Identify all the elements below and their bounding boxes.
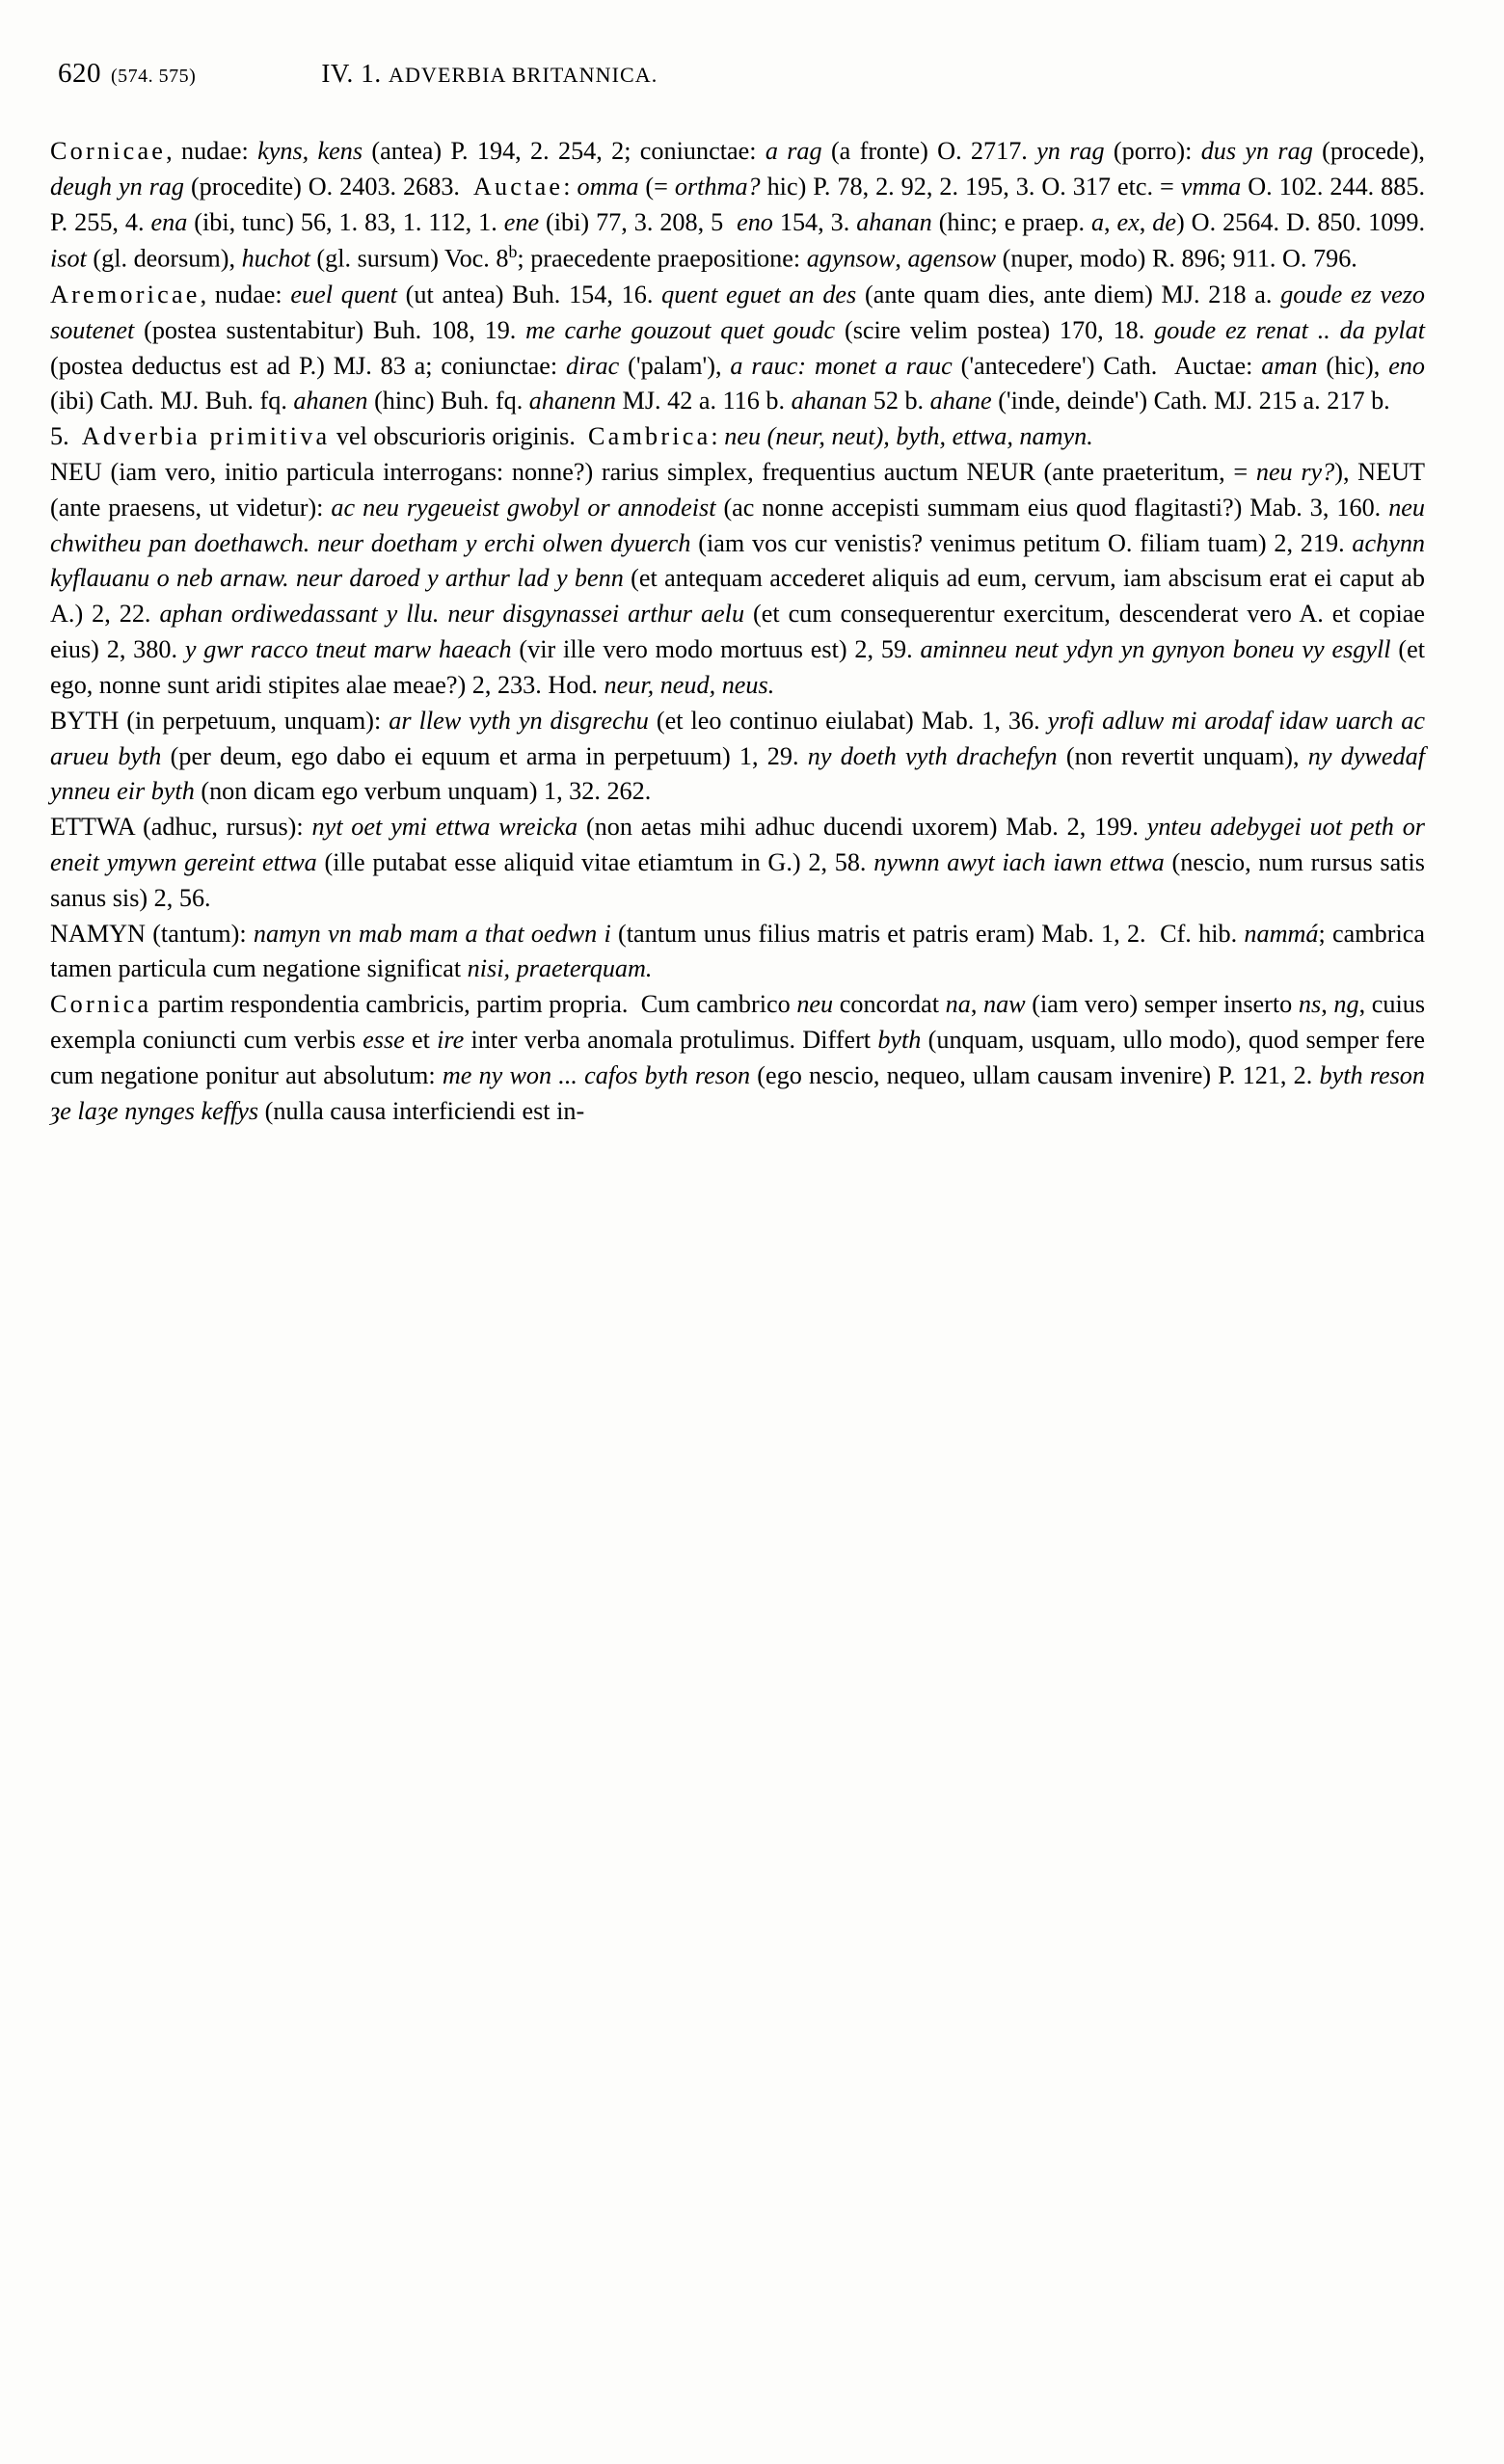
running-title-text: ADVERBIA BRITANNICA. bbox=[389, 63, 658, 87]
paragraph-section-5: 5. Adverbia primitiva vel obscurioris originis. Cambrica: neu (neur, neut), byth, ettwa, namyn. bbox=[50, 422, 1093, 451]
paragraph-aremoricae: Aremoricae, nudae: euel quent (ut antea) Buh. 154, 16. quent eguet an des (ante quam dies, ante diem) MJ. 218 a. goude ez vezo soutenet (postea sustentabitur) Buh. 108, 19. me carhe gouzout quet goudc (scire velim postea) 170, 18. goude ez renat .. da pylat (postea deductus est ad P.) MJ. 83 a; coniunctae: dirac ('palam'), a rauc: monet a rauc ('antecedere') Cath. Auctae: aman (hic), eno (ibi) Cath. MJ. Buh. fq. ahanen (hinc) Buh. fq. ahanenn MJ. 42 a. 116 b. ahanan 52 b. ahane ('inde, deinde') Cath. MJ. 215 a. 217 b. bbox=[50, 280, 1426, 415]
paragraph-cornicae: Cornicae, nudae: kyns, kens (antea) P. 194, 2. 254, 2; coniunctae: a rag (a fronte) O. 2717. yn rag (porro): dus yn rag (procede), deugh yn rag (procedite) O. 2403. 2683. Auctae: omma (= orthma? hic) P. 78, 2. 92, 2. 195, 3. O. 317 etc. = vmma O. 102. 244. 885. P. 255, 4. ena (ibi, tunc) 56, 1. 83, 1. 112, 1. ene (ibi) 77, 3. 208, 5 eno 154, 3. ahanan (hinc; e praep. a, ex, de) O. 2564. D. 850. 1099. isot (gl. deorsum), huchot (gl. sursum) Voc. 8$^b$; praecedente praepositione: agynsow, agensow (nuper, modo) R. 896; 911. O. 796. bbox=[50, 137, 1426, 274]
page-header bbox=[50, 58, 1425, 90]
paragraph-cornica: Cornica partim respondentia cambricis, partim propria. Cum cambrico neu concordat na, naw (iam vero) semper inserto ns, ng, cuius exempla coniuncti cum verbis esse et ire inter verba anomala protulimus. Differt byth (unquam, usquam, ullo modo), quod semper fere cum negatione ponitur aut absolutum: me ny won ... cafos byth reson (ego nescio, nequeo, ullam causam invenire) P. 121, 2. byth reson ȝe laȝe nynges keffys (nulla causa interficiendi est in- bbox=[50, 990, 1426, 1125]
paragraph-namyn: NAMYN (tantum): namyn vn mab mam a that oedwn i (tantum unus filius matris et patris eram) Mab. 1, 2. Cf. hib. nammá; cambrica tamen particula cum negatione significat nisi, praeterquam. bbox=[50, 919, 1425, 983]
page-number: 620 bbox=[58, 58, 101, 89]
body-text bbox=[50, 134, 1425, 1129]
paragraph-byth: BYTH (in perpetuum, unquam): ar llew vyth yn disgrechu (et leo continuo eiulabat) Mab. 1, 36. yrofi adluw mi arodaf idaw uarch ac arueu byth (per deum, ego dabo ei equum et arma in perpetuum) 1, 29. ny doeth vyth drachefyn (non revertit unquam), ny dywedaf ynneu eir byth (non dicam ego verbum unquam) 1, 32. 262. bbox=[50, 706, 1425, 806]
running-title bbox=[321, 59, 658, 89]
paragraph-ettwa: ETTWA (adhuc, rursus): nyt oet ymi ettwa wreicka (non aetas mihi adhuc ducendi uxorem) Mab. 2, 199. ynteu adebygei uot peth or eneit ymywn gereint ettwa (ille putabat esse aliquid vitae etiamtum in G.) 2, 58. nywnn awyt iach iawn ettwa (nescio, num rursus satis sanus sis) 2, 56. bbox=[50, 813, 1425, 912]
running-title-section: IV. 1. bbox=[321, 59, 382, 88]
paragraph-neu: NEU (iam vero, initio particula interrogans: nonne?) rarius simplex, frequentius auctum NEUR (ante praeteritum, = neu ry?), NEUT (ante praesens, ut videtur): ac neu rygeueist gwobyl or annodeist (ac nonne accepisti summam eius quod flagitasti?) Mab. 3, 160. neu chwitheu pan doethawch. neur doetham y erchi olwen dyuerch (iam vos cur venistis? venimus petitum O. filiam tuam) 2, 219. achynn kyflauanu o neb arnaw. neur daroed y arthur lad y benn (et antequam accederet aliquis ad eum, cervum, iam abscisum erat ei caput ab A.) 2, 22. aphan ordiwedassant y llu. neur disgynassei arthur aelu (et cum consequerentur exercitum, descenderat vero A. et copiae eius) 2, 380. y gwr racco tneut marw haeach (vir ille vero modo mortuus est) 2, 59. aminneu neut ydyn yn gynyon boneu vy esgyll (et ego, nonne sunt aridi stipites alae meae?) 2, 233. Hod. neur, neud, neus. bbox=[50, 458, 1426, 699]
page-number-alt: (574. 575) bbox=[111, 66, 197, 87]
